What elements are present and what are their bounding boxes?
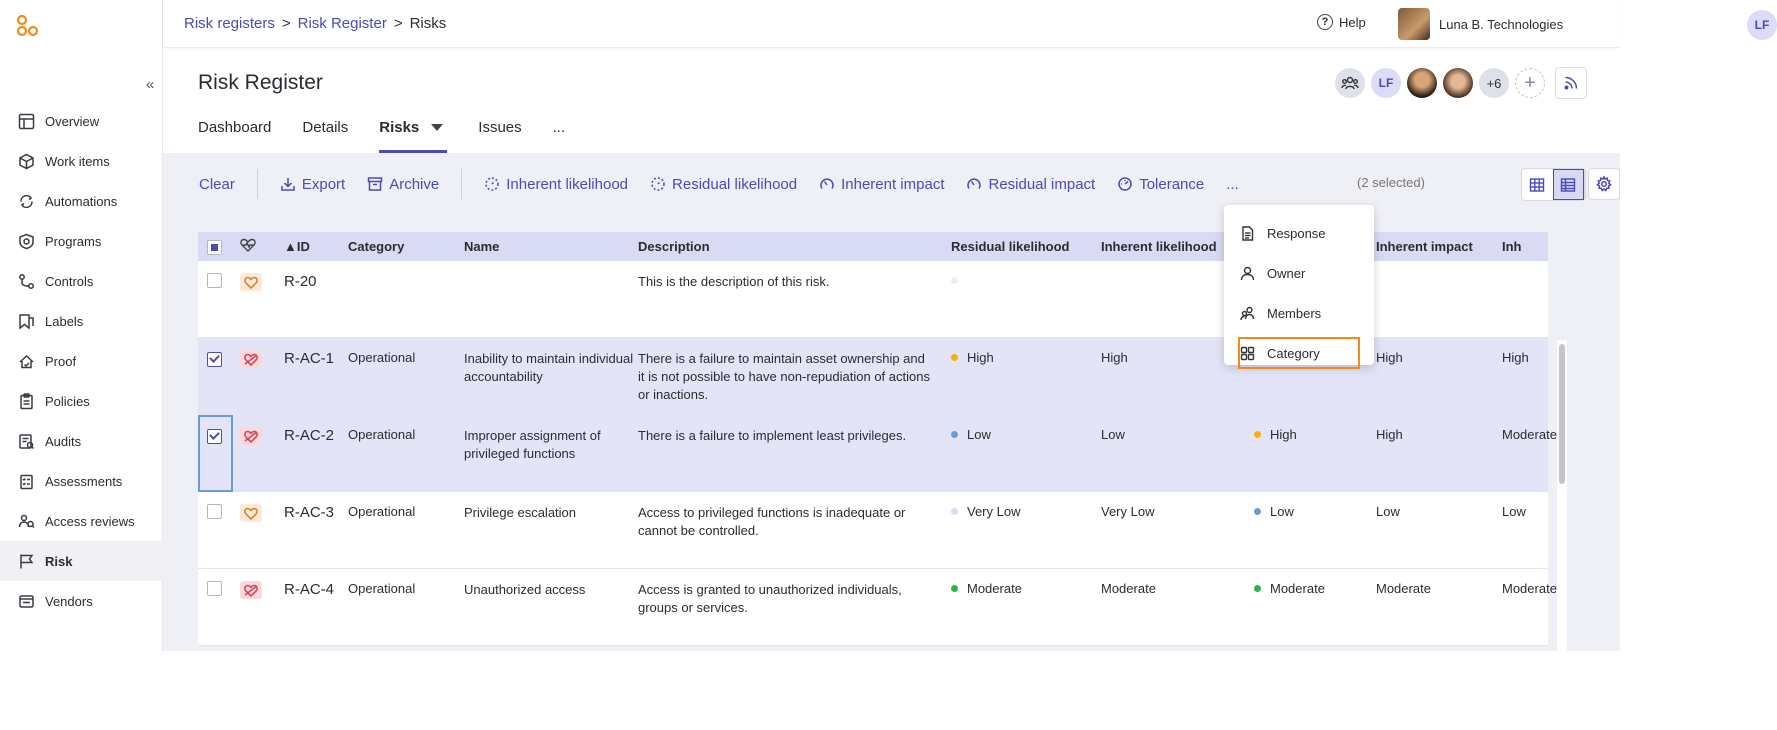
sidebar-item-assessments[interactable] <box>0 461 163 501</box>
heart-icon <box>240 504 262 522</box>
archive-button[interactable] <box>367 176 439 193</box>
column-label: ID <box>296 239 310 254</box>
team-avatar[interactable] <box>1335 68 1365 98</box>
collapse-sidebar-icon[interactable]: « <box>146 76 155 93</box>
cell-category: Operational <box>348 350 416 365</box>
level-text: Low <box>1270 504 1294 519</box>
view-toggle <box>1521 168 1585 201</box>
table-view-icon <box>1560 177 1576 193</box>
level-text: Moderate <box>1376 581 1431 596</box>
level-dot <box>951 585 958 592</box>
cell-id[interactable]: R-AC-1 <box>284 350 335 367</box>
cell-category: Operational <box>348 427 416 442</box>
member-avatar-lf[interactable]: LF <box>1371 68 1401 98</box>
table-row[interactable] <box>198 415 1557 492</box>
breadcrumb-current: Risks <box>409 15 447 32</box>
top-bar <box>163 0 1770 48</box>
column-header-name[interactable]: Name <box>464 238 500 254</box>
breadcrumb-separator: > <box>393 15 403 32</box>
column-header-inherent-likelihood[interactable]: Inherent likelihood <box>1101 239 1217 254</box>
dashed-gauge-icon <box>484 176 500 192</box>
level-text: Moderate <box>1101 581 1156 596</box>
archive-icon <box>367 176 383 192</box>
sidebar-nav <box>0 101 163 621</box>
cell-inherent-extra: Moderate <box>1502 427 1557 442</box>
tabs <box>198 119 596 153</box>
access-reviews-icon <box>18 513 35 530</box>
table-scrollbar[interactable] <box>1557 340 1567 730</box>
cell-name[interactable]: Inability to maintain individual accountability <box>464 351 634 384</box>
column-header-id[interactable] <box>278 239 348 254</box>
level-text: Very Low <box>967 504 1021 519</box>
sidebar-item-label: Labels <box>45 313 84 329</box>
grid-view-icon <box>1529 177 1545 193</box>
member-avatar-photo[interactable] <box>1443 68 1473 98</box>
cell-residual-likelihood <box>951 569 1101 596</box>
sidebar-item-controls[interactable] <box>0 261 163 301</box>
residual-likelihood-label: Residual likelihood <box>672 175 798 193</box>
cell-residual-likelihood <box>951 492 1101 519</box>
labels-icon <box>18 313 35 330</box>
cell-inherent-extra: High <box>1502 350 1529 365</box>
level-text: Low <box>1101 427 1125 442</box>
tolerance-button[interactable] <box>1117 176 1204 193</box>
sidebar-item-label: Vendors <box>45 593 93 609</box>
level-text: Moderate <box>967 581 1022 596</box>
cell-inherent-likelihood <box>1101 569 1254 596</box>
content-area <box>163 153 1620 651</box>
menu-item-label: Owner <box>1267 265 1306 281</box>
clear-button[interactable]: Clear <box>199 175 235 193</box>
inherent-impact-label: Inherent impact <box>841 175 945 193</box>
column-header-category[interactable]: Category <box>348 239 405 254</box>
level-dot <box>951 277 958 284</box>
tolerance-cell <box>228 261 278 292</box>
inherent-likelihood-label: Inherent likelihood <box>506 175 629 193</box>
chevron-down-icon[interactable] <box>431 124 443 131</box>
residual-impact-label: Residual impact <box>988 175 1096 193</box>
row-checkbox[interactable] <box>207 352 222 367</box>
cell-description: This is the description of this risk. <box>638 274 830 289</box>
cell-residual-impact <box>1254 492 1376 519</box>
cell-description: Access is granted to unauthorized individuals, groups or services. <box>638 582 902 615</box>
level-dot <box>951 431 958 438</box>
cell-inherent-impact <box>1376 261 1502 273</box>
sidebar-item-vendors[interactable] <box>0 581 163 621</box>
dashed-gauge-icon <box>650 176 666 192</box>
sidebar-item-label: Risk <box>45 553 73 569</box>
level-text: Low <box>1376 504 1400 519</box>
focused-cell-outline <box>198 415 233 492</box>
level-dot <box>1254 585 1261 592</box>
cell-inherent-impact <box>1376 569 1502 596</box>
org-switcher[interactable] <box>1398 8 1563 40</box>
level-dot <box>1254 431 1261 438</box>
cell-residual-impact <box>1254 415 1376 442</box>
menu-item-members[interactable] <box>1224 293 1374 333</box>
menu-item-category[interactable] <box>1238 337 1360 369</box>
cell-inherent-impact <box>1376 415 1502 442</box>
sidebar-item-work-items[interactable] <box>0 141 163 181</box>
tab-risks-label: Risks <box>379 119 420 136</box>
sidebar-item-label: Overview <box>45 113 100 129</box>
cell-name[interactable]: Improper assignment of privileged functions <box>464 428 601 461</box>
row-select-cell <box>198 492 228 522</box>
impact-gauge-icon <box>966 176 982 192</box>
cell-category <box>348 261 464 273</box>
tolerance-cell <box>228 415 278 446</box>
work-items-icon <box>18 153 35 170</box>
cell-inherent-impact <box>1376 338 1502 365</box>
table-row[interactable] <box>198 569 1557 646</box>
column-header-inherent-impact[interactable]: Inherent impact <box>1376 239 1473 254</box>
tolerance-cell <box>228 569 278 600</box>
menu-item-response[interactable] <box>1224 213 1374 253</box>
level-text: High <box>1270 427 1297 442</box>
member-avatars <box>1335 68 1551 98</box>
rss-icon <box>1563 75 1579 91</box>
row-checkbox[interactable] <box>207 504 222 519</box>
team-icon <box>1341 75 1359 91</box>
sidebar-item-label: Proof <box>45 353 77 369</box>
tab-dashboard[interactable]: Dashboard <box>198 119 272 136</box>
cell-name[interactable]: Privilege escalation <box>464 505 577 520</box>
cell-inherent-extra <box>1502 261 1562 273</box>
level-dot <box>951 508 958 515</box>
sidebar-item-label: Assessments <box>45 473 123 489</box>
residual-likelihood-button[interactable] <box>650 176 797 193</box>
menu-item-label: Members <box>1267 305 1322 321</box>
cell-inherent-extra: Moderate <box>1502 581 1557 596</box>
breadcrumb-risk-register[interactable]: Risk Register <box>297 15 387 32</box>
table-row[interactable] <box>198 492 1548 569</box>
tab-issues[interactable]: Issues <box>478 119 522 136</box>
breadcrumb-separator: > <box>281 15 291 32</box>
level-text: Low <box>967 427 991 442</box>
help-button[interactable] <box>1317 14 1366 30</box>
more-members-badge[interactable]: +6 <box>1479 68 1509 98</box>
broken-heart-icon <box>240 581 262 599</box>
broken-heart-icon <box>240 350 262 368</box>
heartbeat-icon <box>240 238 256 252</box>
sidebar-item-labels[interactable] <box>0 301 163 341</box>
column-header-residual-likelihood[interactable]: Residual likelihood <box>951 239 1070 254</box>
sidebar-item-label: Programs <box>45 233 102 249</box>
proof-icon <box>18 353 35 370</box>
tolerance-cell <box>228 338 278 369</box>
sidebar-item-access-reviews[interactable] <box>0 501 163 541</box>
cell-inherent-likelihood <box>1101 492 1254 519</box>
cell-name[interactable]: Unauthorized access <box>464 582 586 597</box>
sidebar-item-label: Audits <box>45 433 82 449</box>
cell-id[interactable]: R-AC-4 <box>284 581 335 598</box>
toolbar-divider <box>461 169 462 199</box>
tolerance-label: Tolerance <box>1139 175 1205 193</box>
cell-residual-likelihood <box>951 415 1101 442</box>
tab-risks[interactable] <box>379 119 447 153</box>
org-name: Luna B. Technologies <box>1439 16 1564 32</box>
menu-item-owner[interactable] <box>1224 253 1374 293</box>
level-text: High <box>1376 427 1403 442</box>
cell-inherent-extra: Low <box>1502 504 1526 519</box>
overview-icon <box>18 113 35 130</box>
bulk-actions-toolbar <box>199 171 1261 197</box>
person-icon <box>1240 266 1255 281</box>
automations-icon <box>18 193 35 210</box>
impact-gauge-icon <box>819 176 835 192</box>
level-text: High <box>1101 350 1128 365</box>
cell-name[interactable] <box>464 261 638 273</box>
cell-description: There is a failure to implement least privileges. <box>638 428 907 443</box>
tab-more[interactable]: ... <box>552 119 566 136</box>
sidebar-item-overview[interactable] <box>0 101 163 141</box>
more-actions-button[interactable]: ... <box>1226 175 1239 193</box>
help-label: Help <box>1339 14 1366 30</box>
help-icon: ? <box>1317 14 1333 30</box>
risk-flag-icon <box>18 553 35 570</box>
sidebar-item-label: Automations <box>45 193 118 209</box>
select-all-cell <box>198 239 228 255</box>
broken-heart-icon <box>240 427 262 445</box>
cell-id[interactable]: R-AC-2 <box>284 427 335 444</box>
inherent-impact-button[interactable] <box>819 176 944 193</box>
assessments-icon <box>18 473 35 490</box>
scrollbar-thumb[interactable] <box>1559 344 1565 484</box>
policies-icon <box>18 393 35 410</box>
sidebar-item-risk[interactable] <box>0 541 163 581</box>
gear-icon <box>1596 176 1612 192</box>
org-avatar <box>1398 8 1430 40</box>
tolerance-gauge-icon <box>1117 176 1133 192</box>
page-title: Risk Register <box>198 71 323 94</box>
export-label: Export <box>301 175 346 193</box>
grid-icon <box>1240 346 1255 361</box>
breadcrumb <box>184 15 446 32</box>
sidebar-item-label: Policies <box>45 393 90 409</box>
cell-inherent-likelihood <box>1101 415 1254 442</box>
page-header <box>163 49 1620 153</box>
row-select-cell <box>198 261 228 291</box>
tolerance-cell <box>228 492 278 523</box>
row-checkbox[interactable] <box>207 273 222 288</box>
tab-details[interactable]: Details <box>302 119 349 136</box>
archive-label: Archive <box>389 175 440 193</box>
selected-count: (2 selected) <box>1357 175 1425 190</box>
people-icon <box>1240 306 1255 321</box>
member-avatar-photo[interactable] <box>1407 68 1437 98</box>
tolerance-column-header <box>228 238 278 255</box>
cell-description: Access to privileged functions is inadequate or cannot be controlled. <box>638 505 906 538</box>
sidebar-item-label: Work items <box>45 153 110 169</box>
level-text: High <box>967 350 994 365</box>
heart-icon <box>240 273 262 291</box>
vendors-icon <box>18 593 35 610</box>
export-button[interactable] <box>280 176 345 193</box>
level-dot <box>951 354 958 361</box>
menu-item-label: Category <box>1267 345 1320 361</box>
settings-button[interactable] <box>1588 168 1620 200</box>
audits-icon <box>18 433 35 450</box>
sort-ascending-icon: ▲ <box>284 239 297 254</box>
cell-residual-impact <box>1254 569 1376 596</box>
inherent-likelihood-button[interactable] <box>484 176 628 193</box>
sidebar <box>0 0 163 651</box>
cell-residual-likelihood <box>951 261 1101 288</box>
toolbar-divider <box>257 169 258 199</box>
row-select-cell <box>198 569 228 599</box>
cell-residual-likelihood <box>951 338 1101 365</box>
level-text: Very Low <box>1101 504 1155 519</box>
controls-icon <box>18 273 35 290</box>
cell-description: There is a failure to maintain asset ownership and it is not possible to have non-repudiation of actions or inactions. <box>638 351 930 402</box>
level-text: High <box>1376 350 1403 365</box>
programs-icon <box>18 233 35 250</box>
sidebar-item-programs[interactable] <box>0 221 163 261</box>
cell-category: Operational <box>348 504 416 519</box>
sidebar-item-audits[interactable] <box>0 421 163 461</box>
level-dot <box>1254 508 1261 515</box>
cell-inherent-impact <box>1376 492 1502 519</box>
level-text: Moderate <box>1270 581 1325 596</box>
breadcrumb-risk-registers[interactable]: Risk registers <box>184 15 275 32</box>
sidebar-item-policies[interactable] <box>0 381 163 421</box>
row-select-cell <box>198 338 228 367</box>
residual-impact-button[interactable] <box>966 176 1095 193</box>
table-view-button[interactable] <box>1553 169 1584 200</box>
cell-id[interactable]: R-20 <box>284 273 317 290</box>
add-member-button[interactable]: + <box>1515 68 1545 98</box>
menu-item-label: Response <box>1267 225 1326 241</box>
user-avatar[interactable]: LF <box>1747 10 1777 40</box>
sidebar-item-proof[interactable] <box>0 341 163 381</box>
sidebar-item-label: Access reviews <box>45 513 135 529</box>
document-icon <box>1240 226 1255 241</box>
sidebar-item-automations[interactable] <box>0 181 163 221</box>
sidebar-item-label: Controls <box>45 273 94 289</box>
cell-id[interactable]: R-AC-3 <box>284 504 335 521</box>
cell-category: Operational <box>348 581 416 596</box>
column-header-inherent-extra[interactable]: Inh <box>1502 239 1522 254</box>
board-view-button[interactable] <box>1522 169 1553 200</box>
row-checkbox[interactable] <box>207 581 222 596</box>
app-logo-icon[interactable] <box>15 14 41 38</box>
export-icon <box>280 176 296 192</box>
column-menu <box>1224 205 1374 365</box>
column-header-description[interactable]: Description <box>638 238 710 254</box>
select-all-checkbox[interactable] <box>207 240 222 255</box>
subscribe-button[interactable] <box>1555 67 1587 99</box>
